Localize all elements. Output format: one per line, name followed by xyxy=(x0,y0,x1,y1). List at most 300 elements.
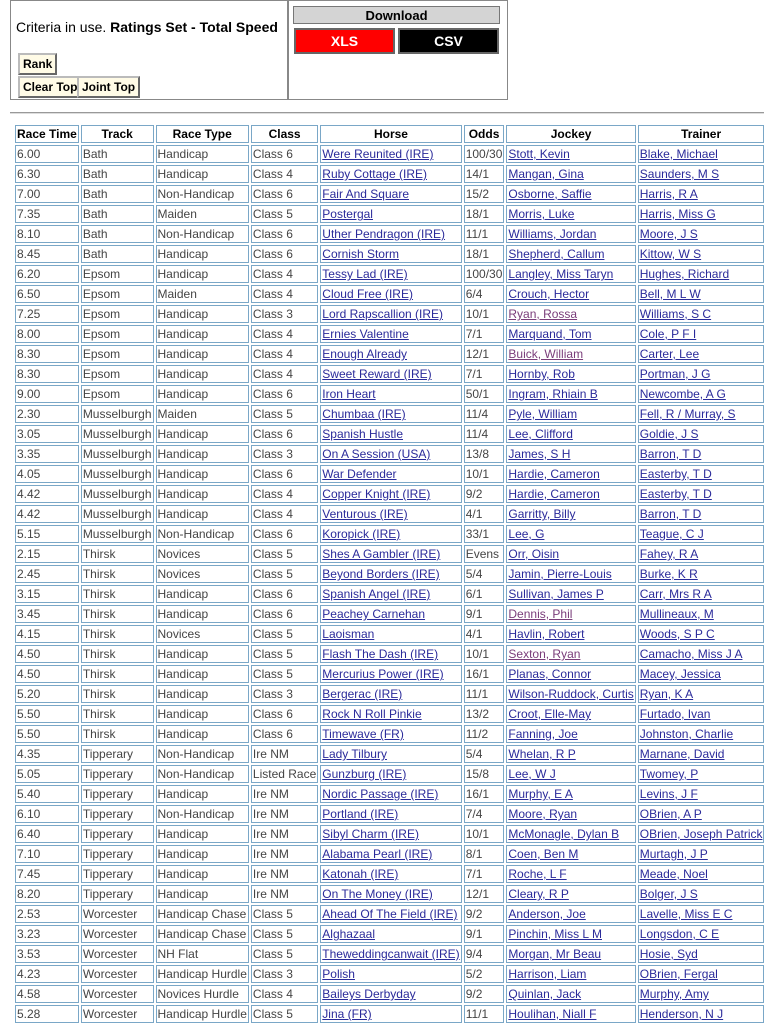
jockey-cell xyxy=(506,845,635,863)
table-row xyxy=(15,705,764,723)
trainer-link[interactable]: Harris, Miss G xyxy=(639,207,716,221)
clear-top-button[interactable]: Clear Top xyxy=(18,76,82,98)
track-cell: Epsom xyxy=(81,265,154,283)
horse-link[interactable]: Nordic Passage (IRE) xyxy=(322,787,439,801)
trainer-cell xyxy=(638,725,764,743)
jockey-link[interactable]: Lee, W J xyxy=(508,767,556,781)
jockey-link[interactable]: Ingram, Rhiain B xyxy=(508,387,598,401)
trainer-link[interactable]: Bell, M L W xyxy=(639,287,701,301)
horse-link[interactable]: Iron Heart xyxy=(322,387,376,401)
column-header-race-time[interactable]: Race Time xyxy=(17,127,77,141)
odds-cell: 16/1 xyxy=(464,665,505,683)
jockey-cell xyxy=(506,985,635,1003)
track-cell: Bath xyxy=(81,165,154,183)
jockey-link[interactable]: Havlin, Robert xyxy=(508,627,585,641)
race-type-cell: Handicap xyxy=(156,485,249,503)
horse-link[interactable]: Venturous (IRE) xyxy=(322,507,408,521)
table-row xyxy=(15,605,764,623)
horse-link[interactable]: Polish xyxy=(322,967,355,981)
jockey-link[interactable]: Pinchin, Miss L M xyxy=(508,927,602,941)
track-cell: Epsom xyxy=(81,365,154,383)
jockey-cell xyxy=(506,505,635,523)
horse-cell xyxy=(320,545,461,563)
track-cell: Epsom xyxy=(81,285,154,303)
trainer-link[interactable]: Blake, Michael xyxy=(639,147,718,161)
jockey-link[interactable]: Coen, Ben M xyxy=(508,847,579,861)
race-type-cell: Handicap xyxy=(156,465,249,483)
track-cell: Thirsk xyxy=(81,725,154,743)
table-row xyxy=(15,625,764,643)
trainer-link[interactable]: Marnane, David xyxy=(639,747,725,761)
class-cell: Ire NM xyxy=(251,845,318,863)
xls-download-button[interactable]: XLS xyxy=(294,28,395,54)
race-type-cell: Handicap xyxy=(156,725,249,743)
jockey-link[interactable]: Anderson, Joe xyxy=(508,907,586,921)
csv-download-button[interactable]: CSV xyxy=(398,28,499,54)
horse-link[interactable]: Portland (IRE) xyxy=(322,807,399,821)
trainer-link[interactable]: Murtagh, J P xyxy=(639,847,708,861)
jockey-link[interactable]: Cleary, R P xyxy=(508,887,569,901)
horse-cell xyxy=(320,465,461,483)
column-header-jockey[interactable]: Jockey xyxy=(506,125,635,143)
odds-cell: 15/8 xyxy=(464,765,505,783)
jockey-link[interactable]: Ryan, Rossa xyxy=(508,307,578,321)
trainer-cell xyxy=(638,925,764,943)
rank-button[interactable]: Rank xyxy=(18,53,57,75)
horse-cell xyxy=(320,865,461,883)
race-type-cell: NH Flat xyxy=(156,945,249,963)
trainer-link[interactable]: Williams, S C xyxy=(639,307,712,321)
trainer-link[interactable]: Carr, Mrs R A xyxy=(639,587,712,601)
horse-cell xyxy=(320,945,461,963)
jockey-link[interactable]: Harrison, Liam xyxy=(508,967,587,981)
race-type-cell: Maiden xyxy=(156,285,249,303)
jockey-cell xyxy=(506,245,635,263)
jockey-cell xyxy=(506,805,635,823)
joint-top-button[interactable]: Joint Top xyxy=(77,76,140,98)
horse-cell xyxy=(320,885,461,903)
trainer-link[interactable]: Macey, Jessica xyxy=(639,667,721,681)
horse-cell xyxy=(320,725,461,743)
jockey-cell xyxy=(506,685,635,703)
horse-cell xyxy=(320,205,461,223)
jockey-link[interactable]: Hardie, Cameron xyxy=(508,467,600,481)
horse-link[interactable]: Alabama Pearl (IRE) xyxy=(322,847,433,861)
table-row xyxy=(15,465,764,483)
class-cell: Class 3 xyxy=(251,685,318,703)
jockey-cell xyxy=(506,545,635,563)
jockey-link[interactable]: Orr, Oisin xyxy=(508,547,560,561)
race-type-cell: Handicap xyxy=(156,305,249,323)
horse-cell xyxy=(320,305,461,323)
jockey-cell xyxy=(506,585,635,603)
race-time-cell: 4.42 xyxy=(15,505,79,523)
odds-cell: 50/1 xyxy=(464,385,505,403)
trainer-link[interactable]: Levins, J F xyxy=(639,787,698,801)
jockey-cell xyxy=(506,645,635,663)
track-cell: Bath xyxy=(81,245,154,263)
race-type-cell: Non-Handicap xyxy=(156,185,249,203)
race-type-cell: Handicap xyxy=(156,605,249,623)
column-header-horse[interactable]: Horse xyxy=(320,125,461,143)
track-cell: Thirsk xyxy=(81,545,154,563)
trainer-link[interactable]: Saunders, M S xyxy=(639,167,720,181)
horse-link[interactable]: Ahead Of The Field (IRE) xyxy=(322,907,458,921)
horse-link[interactable]: Cornish Storm xyxy=(322,247,399,261)
horse-cell xyxy=(320,485,461,503)
trainer-link[interactable]: Portman, J G xyxy=(639,367,711,381)
track-cell: Bath xyxy=(81,185,154,203)
horse-link[interactable]: Were Reunited (IRE) xyxy=(322,147,434,161)
trainer-link[interactable]: OBrien, A P xyxy=(639,807,702,821)
horse-cell xyxy=(320,445,461,463)
class-cell: Class 4 xyxy=(251,365,318,383)
horse-link[interactable]: Postergal xyxy=(322,207,373,221)
track-cell: Thirsk xyxy=(81,605,154,623)
class-cell: Class 6 xyxy=(251,425,318,443)
trainer-cell xyxy=(638,185,764,203)
race-time-cell: 4.50 xyxy=(15,645,79,663)
horse-link[interactable]: Alghazaal xyxy=(322,927,375,941)
track-cell: Tipperary xyxy=(81,845,154,863)
table-row xyxy=(15,725,764,743)
track-cell: Epsom xyxy=(81,325,154,343)
odds-cell: 11/2 xyxy=(464,725,505,743)
jockey-link[interactable]: Fanning, Joe xyxy=(508,727,578,741)
trainer-link[interactable]: Henderson, N J xyxy=(639,1007,724,1021)
table-row xyxy=(15,325,764,343)
class-cell: Class 6 xyxy=(251,525,318,543)
class-cell: Class 6 xyxy=(251,145,318,163)
horse-link[interactable]: Chumbaa (IRE) xyxy=(322,407,406,421)
race-type-cell: Non-Handicap xyxy=(156,525,249,543)
horse-link[interactable]: Baileys Derbyday xyxy=(322,987,416,1001)
class-cell: Class 4 xyxy=(251,505,318,523)
trainer-link[interactable]: Hosie, Syd xyxy=(639,947,698,961)
table-row xyxy=(15,965,764,983)
trainer-link[interactable]: Barron, T D xyxy=(639,447,702,461)
horse-link[interactable]: Spanish Hustle xyxy=(322,427,403,441)
trainer-link[interactable]: Teague, C J xyxy=(639,527,704,541)
trainer-link[interactable]: Camacho, Miss J A xyxy=(639,647,743,661)
horse-link[interactable]: Sibyl Charm (IRE) xyxy=(322,827,419,841)
trainer-cell xyxy=(638,405,764,423)
horse-link[interactable]: Flash The Dash (IRE) xyxy=(322,647,439,661)
track-cell: Tipperary xyxy=(81,805,154,823)
odds-cell: 10/1 xyxy=(464,645,505,663)
trainer-link[interactable]: Easterby, T D xyxy=(639,487,712,501)
jockey-link[interactable]: Langley, Miss Taryn xyxy=(508,267,614,281)
horse-cell xyxy=(320,425,461,443)
race-type-cell: Handicap xyxy=(156,145,249,163)
track-cell: Epsom xyxy=(81,305,154,323)
jockey-link[interactable]: Planas, Connor xyxy=(508,667,592,681)
trainer-link[interactable]: Murphy, Amy xyxy=(639,987,709,1001)
trainer-cell xyxy=(638,205,764,223)
horse-link[interactable]: On A Session (USA) xyxy=(322,447,431,461)
race-time-cell: 3.15 xyxy=(15,585,79,603)
jockey-link[interactable]: Quinlan, Jack xyxy=(508,987,582,1001)
trainer-link[interactable]: Harris, R A xyxy=(639,187,698,201)
horse-cell xyxy=(320,905,461,923)
jockey-link[interactable]: Wilson-Ruddock, Curtis xyxy=(508,687,634,701)
trainer-link[interactable]: Mullineaux, M xyxy=(639,607,714,621)
horse-cell xyxy=(320,365,461,383)
class-cell: Class 4 xyxy=(251,285,318,303)
odds-cell: 9/2 xyxy=(464,905,505,923)
jockey-link[interactable]: Lee, G xyxy=(508,527,545,541)
horse-link[interactable]: Theweddingcanwait (IRE) xyxy=(322,947,460,961)
trainer-cell xyxy=(638,345,764,363)
column-header-odds[interactable]: Odds xyxy=(464,125,505,143)
jockey-link[interactable]: Lee, Clifford xyxy=(508,427,573,441)
race-type-cell: Handicap xyxy=(156,705,249,723)
jockey-link[interactable]: McMonagle, Dylan B xyxy=(508,827,620,841)
track-cell: Tipperary xyxy=(81,825,154,843)
odds-cell: 15/2 xyxy=(464,185,505,203)
jockey-link[interactable]: Mangan, Gina xyxy=(508,167,584,181)
trainer-link[interactable]: Moore, J S xyxy=(639,227,698,241)
race-type-cell: Novices xyxy=(156,625,249,643)
jockey-cell xyxy=(506,265,635,283)
column-header-track[interactable]: Track xyxy=(81,125,154,143)
table-row xyxy=(15,225,764,243)
odds-cell: 6/4 xyxy=(464,285,505,303)
horse-link[interactable]: On The Money (IRE) xyxy=(322,887,433,901)
odds-cell: 7/1 xyxy=(464,325,505,343)
jockey-link[interactable]: Hornby, Rob xyxy=(508,367,575,381)
trainer-link[interactable]: Barron, T D xyxy=(639,507,702,521)
class-cell: Class 5 xyxy=(251,665,318,683)
horse-cell xyxy=(320,145,461,163)
odds-cell: 10/1 xyxy=(464,305,505,323)
jockey-link[interactable]: Morris, Luke xyxy=(508,207,575,221)
race-time-cell: 6.00 xyxy=(15,145,79,163)
jockey-link[interactable]: Osborne, Saffie xyxy=(508,187,592,201)
trainer-cell xyxy=(638,745,764,763)
odds-cell: 11/4 xyxy=(464,425,505,443)
jockey-link[interactable]: Sexton, Ryan xyxy=(508,647,581,661)
track-cell: Worcester xyxy=(81,985,154,1003)
jockey-link[interactable]: Moore, Ryan xyxy=(508,807,578,821)
horse-cell xyxy=(320,565,461,583)
horse-link[interactable]: Jina (FR) xyxy=(322,1007,372,1021)
track-cell: Musselburgh xyxy=(82,487,152,501)
horse-cell xyxy=(320,785,461,803)
horse-link[interactable]: Laoisman xyxy=(322,627,375,641)
trainer-link[interactable]: Fell, R / Murray, S xyxy=(639,407,736,421)
jockey-cell xyxy=(506,185,635,203)
table-row xyxy=(15,305,764,323)
horse-link[interactable]: Gunzburg (IRE) xyxy=(322,767,407,781)
class-cell: Class 6 xyxy=(251,605,318,623)
race-time-cell: 2.30 xyxy=(15,405,79,423)
jockey-link[interactable]: Hardie, Cameron xyxy=(508,487,600,501)
trainer-link[interactable]: Kittow, W S xyxy=(639,247,702,261)
horse-link[interactable]: Sweet Reward (IRE) xyxy=(322,367,432,381)
class-cell: Class 6 xyxy=(251,185,318,203)
race-type-cell: Non-Handicap xyxy=(156,805,249,823)
race-time-cell: 4.23 xyxy=(15,965,79,983)
table-row xyxy=(15,745,764,763)
jockey-link[interactable]: Houlihan, Niall F xyxy=(508,1007,597,1021)
trainer-cell xyxy=(638,945,764,963)
jockey-link[interactable]: Garritty, Billy xyxy=(508,507,576,521)
horse-link[interactable]: Cloud Free (IRE) xyxy=(322,287,413,301)
jockey-link[interactable]: Murphy, E A xyxy=(508,787,573,801)
horse-link[interactable]: Beyond Borders (IRE) xyxy=(322,567,440,581)
horse-link[interactable]: Peachey Carnehan xyxy=(322,607,426,621)
trainer-link[interactable]: Furtado, Ivan xyxy=(639,707,711,721)
race-time-cell: 3.23 xyxy=(15,925,79,943)
column-header-race-type[interactable]: Race Type xyxy=(156,125,249,143)
horse-cell xyxy=(320,185,461,203)
trainer-link[interactable]: Cole, P F I xyxy=(639,327,697,341)
race-type-cell: Non-Handicap xyxy=(156,745,249,763)
odds-cell: 11/1 xyxy=(464,685,505,703)
trainer-link[interactable]: Newcombe, A G xyxy=(639,387,726,401)
horse-link[interactable]: Katonah (IRE) xyxy=(322,867,399,881)
trainer-cell xyxy=(638,865,764,883)
odds-cell: 13/8 xyxy=(464,445,505,463)
horse-link[interactable]: Spanish Angel (IRE) xyxy=(322,587,431,601)
track-cell: Bath xyxy=(81,205,154,223)
trainer-link[interactable]: Meade, Noel xyxy=(639,867,708,881)
trainer-link[interactable]: OBrien, Joseph Patrick xyxy=(639,827,763,841)
table-row xyxy=(15,665,764,683)
column-header-trainer[interactable]: Trainer xyxy=(638,125,764,143)
track-cell: Tipperary xyxy=(81,885,154,903)
class-cell: Class 5 xyxy=(251,565,318,583)
race-time-cell: 9.00 xyxy=(15,385,79,403)
race-time-cell: 8.10 xyxy=(15,225,79,243)
column-header-class[interactable]: Class xyxy=(251,125,318,143)
jockey-link[interactable]: Stott, Kevin xyxy=(508,147,570,161)
horse-link[interactable]: Shes A Gambler (IRE) xyxy=(322,547,441,561)
horse-cell xyxy=(320,985,461,1003)
horse-link[interactable]: Ernies Valentine xyxy=(322,327,409,341)
table-row xyxy=(15,585,764,603)
trainer-link[interactable]: Bolger, J S xyxy=(639,887,698,901)
jockey-cell xyxy=(506,865,635,883)
horse-link[interactable]: Uther Pendragon (IRE) xyxy=(322,227,446,241)
table-row xyxy=(15,485,764,503)
jockey-cell xyxy=(506,665,635,683)
horse-link[interactable]: Lord Rapscallion (IRE) xyxy=(322,307,443,321)
horse-link[interactable]: Mercurius Power (IRE) xyxy=(322,667,444,681)
jockey-link[interactable]: Jamin, Pierre-Louis xyxy=(508,567,612,581)
table-row xyxy=(15,165,764,183)
class-cell: Class 5 xyxy=(251,945,318,963)
jockey-link[interactable]: Pyle, William xyxy=(508,407,578,421)
table-row xyxy=(15,805,764,823)
horse-cell xyxy=(320,965,461,983)
class-cell: Class 5 xyxy=(251,625,318,643)
trainer-link[interactable]: Johnston, Charlie xyxy=(639,727,734,741)
class-cell: Class 3 xyxy=(251,965,318,983)
track-cell: Worcester xyxy=(81,905,154,923)
race-type-cell: Novices Hurdle xyxy=(156,985,249,1003)
race-type-cell: Maiden xyxy=(156,405,249,423)
trainer-link[interactable]: Longsdon, C E xyxy=(639,927,720,941)
jockey-link[interactable]: Buick, William xyxy=(508,347,584,361)
horse-link[interactable]: War Defender xyxy=(322,467,397,481)
track-cell: Thirsk xyxy=(81,685,154,703)
jockey-link[interactable]: Dennis, Phil xyxy=(508,607,573,621)
trainer-link[interactable]: Fahey, R A xyxy=(639,547,699,561)
odds-cell: 9/1 xyxy=(464,925,505,943)
odds-cell: 18/1 xyxy=(464,245,505,263)
jockey-cell xyxy=(506,525,635,543)
jockey-link[interactable]: Crouch, Hector xyxy=(508,287,590,301)
race-time-cell: 4.50 xyxy=(15,665,79,683)
horse-link[interactable]: Lady Tilbury xyxy=(322,747,387,761)
horse-link[interactable]: Rock N Roll Pinkie xyxy=(322,707,422,721)
table-row xyxy=(15,245,764,263)
horse-link[interactable]: Tessy Lad (IRE) xyxy=(322,267,408,281)
jockey-link[interactable]: James, S H xyxy=(508,447,571,461)
trainer-link[interactable]: Carter, Lee xyxy=(639,347,700,361)
horse-link[interactable]: Timewave (FR) xyxy=(322,727,404,741)
jockey-link[interactable]: Shepherd, Callum xyxy=(508,247,605,261)
race-type-cell: Handicap xyxy=(156,825,249,843)
odds-cell: 10/1 xyxy=(464,825,505,843)
trainer-link[interactable]: Lavelle, Miss E C xyxy=(639,907,733,921)
track-cell: Bath xyxy=(81,145,154,163)
class-cell: Class 6 xyxy=(251,465,318,483)
odds-cell: 12/1 xyxy=(464,345,505,363)
odds-cell: 6/1 xyxy=(464,585,505,603)
jockey-link[interactable]: Morgan, Mr Beau xyxy=(508,947,602,961)
jockey-cell xyxy=(506,785,635,803)
horse-link[interactable]: Ruby Cottage (IRE) xyxy=(322,167,427,181)
jockey-cell xyxy=(506,725,635,743)
trainer-link[interactable]: Easterby, T D xyxy=(639,467,712,481)
trainer-link[interactable]: Woods, S P C xyxy=(639,627,715,641)
race-time-cell: 3.35 xyxy=(15,445,79,463)
jockey-link[interactable]: Croot, Elle-May xyxy=(508,707,592,721)
class-cell: Class 5 xyxy=(251,905,318,923)
trainer-cell xyxy=(638,565,764,583)
odds-cell: 9/2 xyxy=(464,985,505,1003)
trainer-link[interactable]: OBrien, Fergal xyxy=(639,967,718,981)
jockey-link[interactable]: Sullivan, James P xyxy=(508,587,604,601)
jockey-cell xyxy=(506,205,635,223)
class-cell: Class 3 xyxy=(251,305,318,323)
jockey-cell xyxy=(506,625,635,643)
trainer-link[interactable]: Twomey, P xyxy=(639,767,699,781)
trainer-link[interactable]: Hughes, Richard xyxy=(639,267,730,281)
jockey-link[interactable]: Williams, Jordan xyxy=(508,227,597,241)
horse-link[interactable]: Bergerac (IRE) xyxy=(322,687,403,701)
race-time-cell: 7.25 xyxy=(15,305,79,323)
horse-link[interactable]: Koropick (IRE) xyxy=(322,527,401,541)
class-cell: Class 3 xyxy=(251,445,318,463)
horse-link[interactable]: Enough Already xyxy=(322,347,408,361)
trainer-link[interactable]: Ryan, K A xyxy=(639,687,694,701)
jockey-link[interactable]: Roche, L F xyxy=(508,867,567,881)
race-type-cell: Handicap Chase xyxy=(156,925,249,943)
jockey-link[interactable]: Whelan, R P xyxy=(508,747,576,761)
horse-cell xyxy=(320,285,461,303)
class-cell: Class 4 xyxy=(251,325,318,343)
horse-cell xyxy=(320,245,461,263)
trainer-link[interactable]: Burke, K R xyxy=(639,567,698,581)
jockey-link[interactable]: Marquand, Tom xyxy=(508,327,592,341)
horse-link[interactable]: Copper Knight (IRE) xyxy=(322,487,431,501)
trainer-link[interactable]: Goldie, J S xyxy=(639,427,699,441)
horse-link[interactable]: Fair And Square xyxy=(322,187,409,201)
